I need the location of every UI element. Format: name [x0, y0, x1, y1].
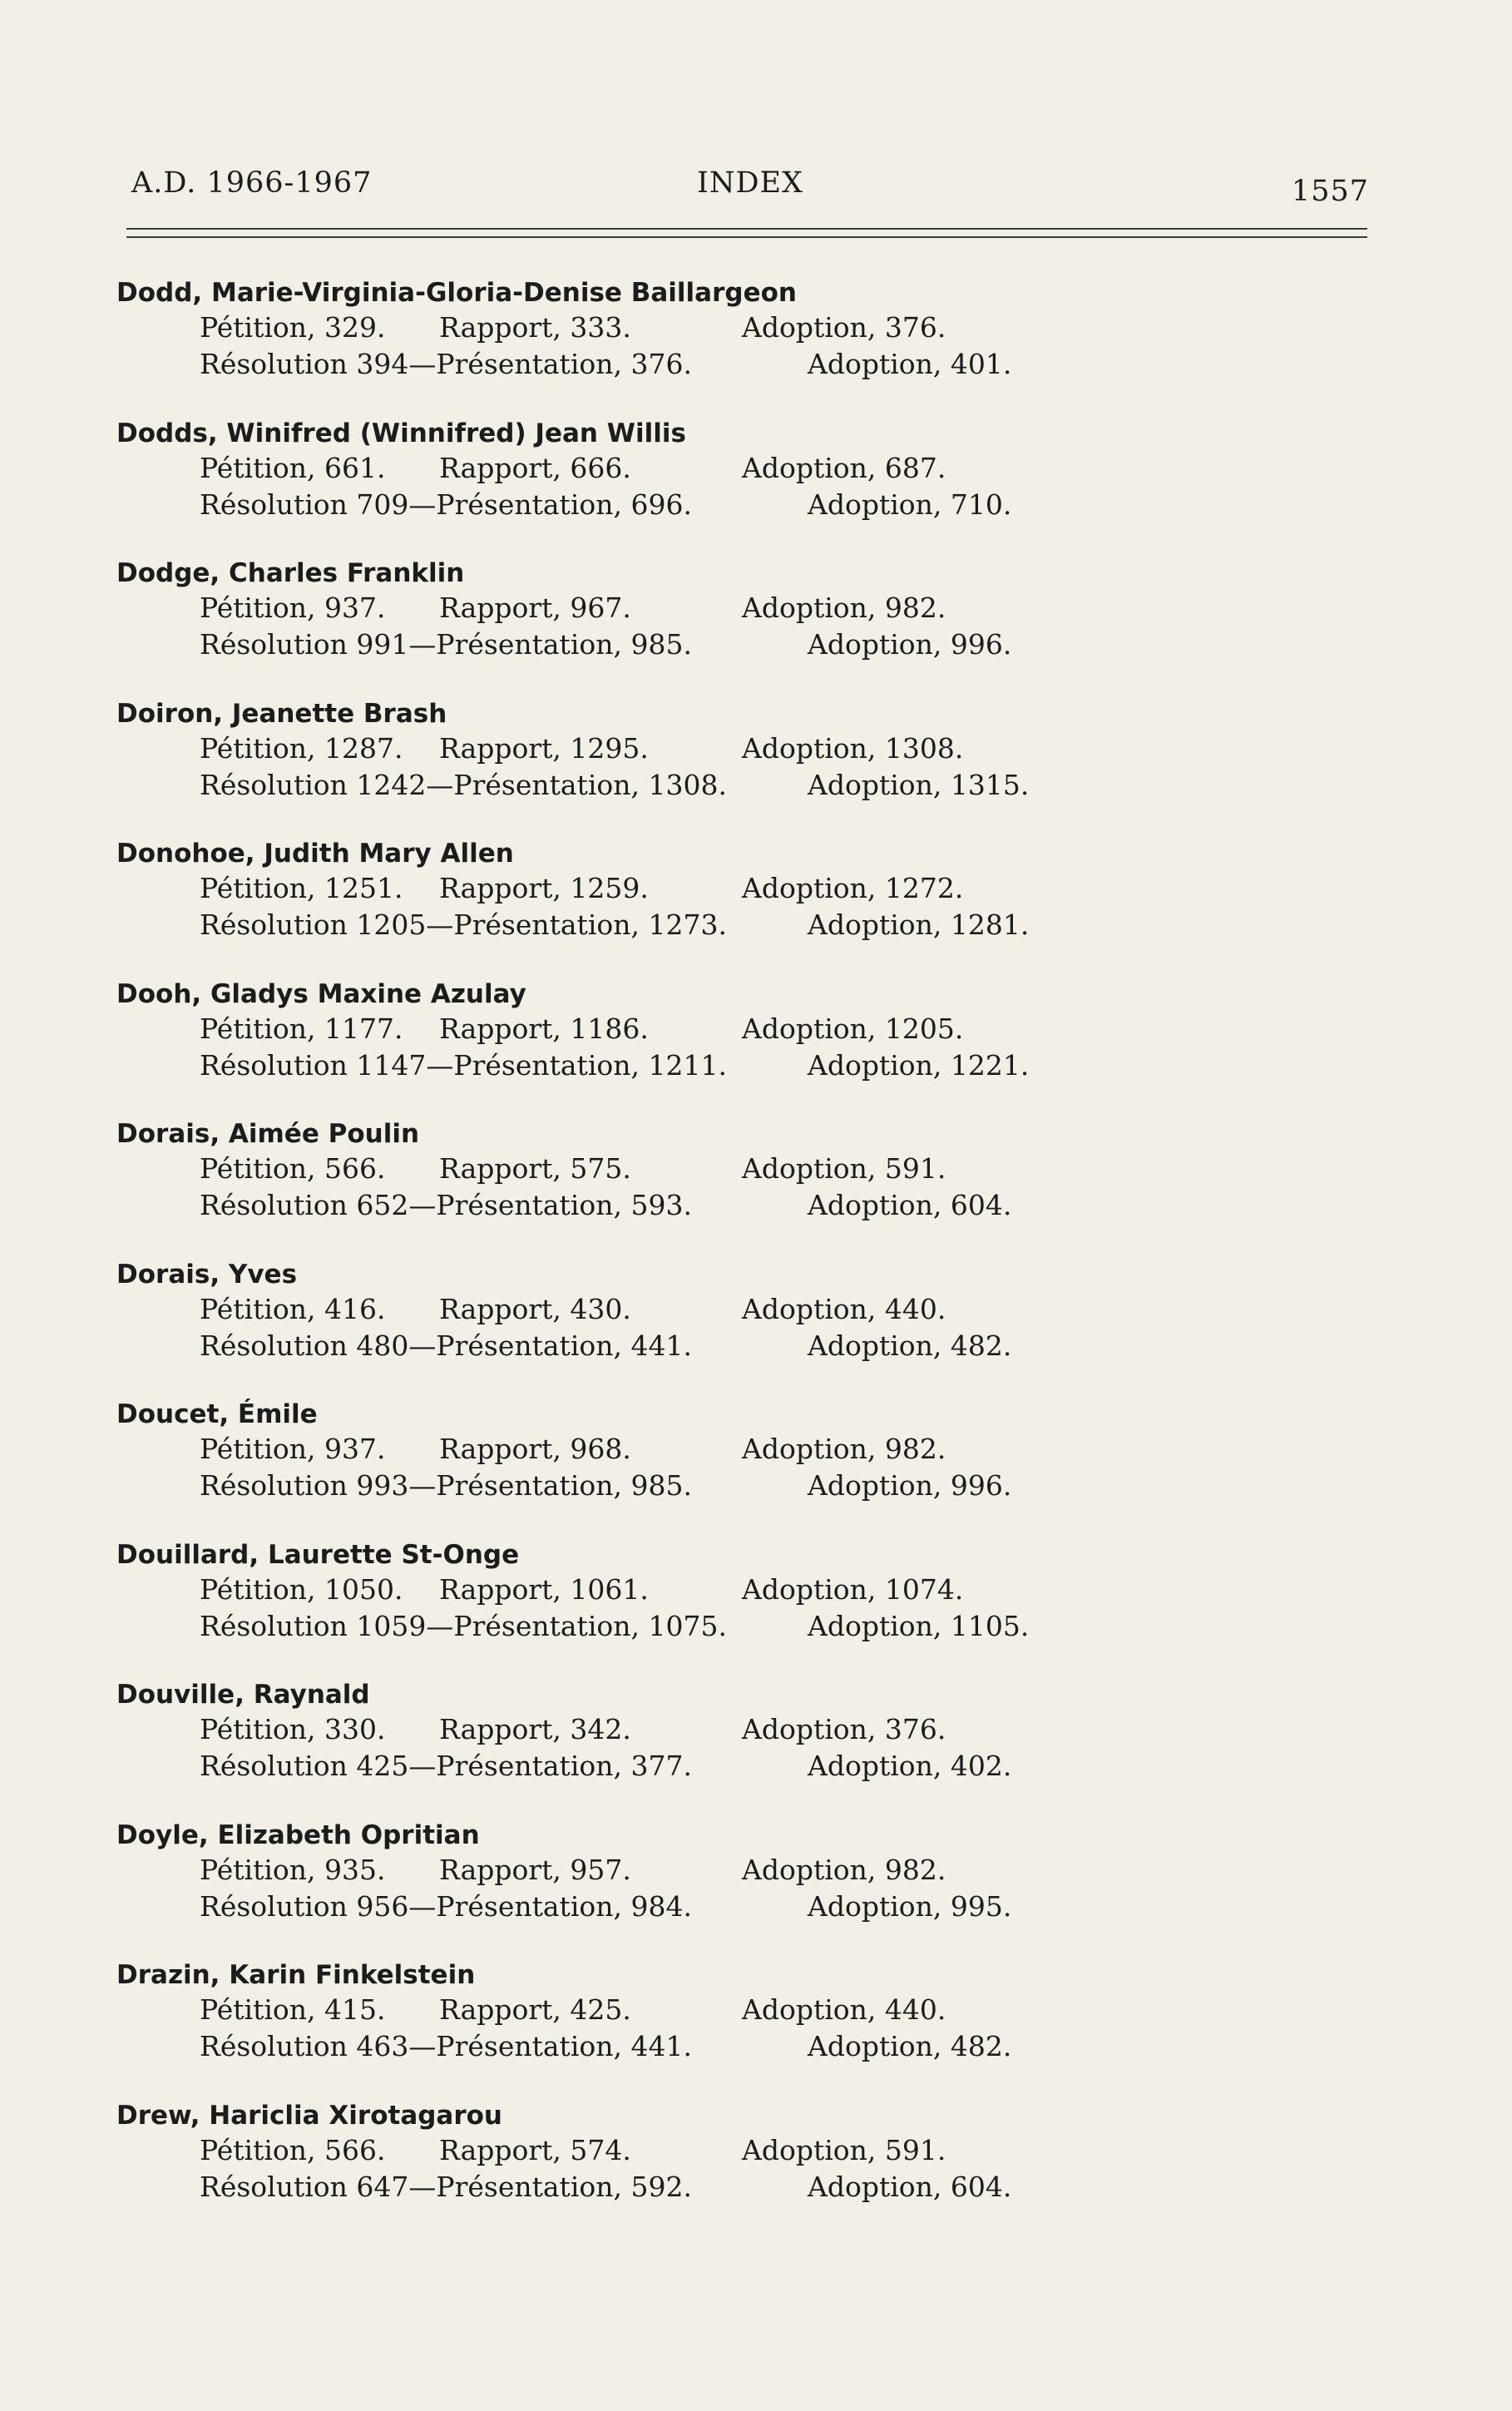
petition-ref: Pétition, 661.	[200, 451, 386, 484]
petition-ref: Pétition, 1177.	[200, 1012, 403, 1045]
adoption-ref: Adoption, 376.	[742, 311, 946, 344]
entry-name: Donohoe, Judith Mary Allen	[116, 839, 514, 869]
entry-name: Dodge, Charles Franklin	[116, 558, 465, 588]
index-entry	[116, 837, 1281, 978]
resolution-line	[116, 2169, 1281, 2206]
adoption-ref: Adoption, 982.	[742, 1433, 946, 1465]
petition-line	[116, 870, 1281, 907]
resolution-adoption-ref: Adoption, 1315.	[808, 768, 1030, 801]
resolution-adoption-ref: Adoption, 482.	[808, 2030, 1012, 2062]
adoption-ref: Adoption, 982.	[742, 1853, 946, 1886]
resolution-adoption-ref: Adoption, 1221.	[808, 1048, 1030, 1082]
rapport-ref: Rapport, 333.	[439, 311, 631, 344]
petition-ref: Pétition, 935.	[200, 1853, 386, 1886]
petition-line	[116, 1431, 1281, 1468]
adoption-ref: Adoption, 1272.	[742, 872, 964, 904]
index-entry	[116, 417, 1281, 557]
resolution-ref: Résolution 991—Présentation, 985.	[200, 628, 692, 661]
rapport-ref: Rapport, 967.	[439, 592, 631, 624]
header-rule-bottom	[126, 236, 1367, 238]
adoption-ref: Adoption, 982.	[742, 592, 946, 624]
rapport-ref: Rapport, 1061.	[439, 1572, 649, 1606]
resolution-ref: Résolution 480—Présentation, 441.	[200, 1329, 692, 1362]
petition-line	[116, 2132, 1281, 2169]
petition-ref: Pétition, 1251.	[200, 872, 403, 904]
resolution-adoption-ref: Adoption, 996.	[808, 628, 1012, 661]
rapport-ref: Rapport, 425.	[439, 1993, 631, 2026]
rapport-ref: Rapport, 968.	[439, 1433, 631, 1465]
index-entry	[116, 557, 1281, 697]
adoption-ref: Adoption, 591.	[742, 1152, 946, 1185]
resolution-line	[116, 2028, 1281, 2065]
petition-ref: Pétition, 1050.	[200, 1572, 403, 1606]
header-session-years: A.D. 1966-1967	[131, 166, 373, 200]
resolution-ref: Résolution 1059—Présentation, 1075.	[200, 1609, 727, 1642]
resolution-line	[116, 1047, 1281, 1084]
petition-ref: Pétition, 330.	[200, 1713, 386, 1745]
petition-ref: Pétition, 566.	[200, 1152, 386, 1185]
index-entry	[116, 2099, 1281, 2240]
entry-name: Doyle, Elizabeth Opritian	[116, 1819, 480, 1850]
entry-name: Dorais, Yves	[116, 1259, 298, 1290]
resolution-line	[116, 626, 1281, 663]
entry-name: Doucet, Émile	[116, 1399, 318, 1429]
adoption-ref: Adoption, 1205.	[742, 1012, 964, 1045]
entry-name: Douillard, Laurette St-Onge	[116, 1539, 520, 1570]
adoption-ref: Adoption, 1308.	[742, 731, 964, 765]
resolution-adoption-ref: Adoption, 604.	[808, 2170, 1012, 2203]
adoption-ref: Adoption, 1074.	[742, 1572, 964, 1606]
rapport-ref: Rapport, 957.	[439, 1853, 631, 1886]
rapport-ref: Rapport, 1295.	[439, 731, 649, 765]
resolution-adoption-ref: Adoption, 1105.	[808, 1609, 1030, 1642]
petition-line	[116, 1711, 1281, 1748]
entry-name: Drew, Hariclia Xirotagarou	[116, 2100, 503, 2131]
petition-ref: Pétition, 415.	[200, 1993, 386, 2026]
resolution-adoption-ref: Adoption, 482.	[808, 1329, 1012, 1362]
resolution-line	[116, 907, 1281, 943]
petition-line	[116, 1572, 1281, 1608]
rapport-ref: Rapport, 430.	[439, 1292, 631, 1325]
rapport-ref: Rapport, 575.	[439, 1152, 631, 1185]
resolution-ref: Résolution 652—Présentation, 593.	[200, 1189, 692, 1221]
entry-name: Douville, Raynald	[116, 1680, 370, 1710]
entry-name: Dodds, Winifred (Winnifred) Jean Willis	[116, 418, 686, 448]
petition-line	[116, 730, 1281, 767]
petition-ref: Pétition, 937.	[200, 592, 386, 624]
resolution-ref: Résolution 425—Présentation, 377.	[200, 1750, 692, 1782]
petition-line	[116, 1151, 1281, 1187]
resolution-adoption-ref: Adoption, 1281.	[808, 908, 1030, 941]
resolution-adoption-ref: Adoption, 401.	[808, 348, 1012, 380]
rapport-ref: Rapport, 574.	[439, 2133, 631, 2166]
index-entry	[116, 1117, 1281, 1258]
petition-line	[116, 1291, 1281, 1328]
petition-ref: Pétition, 1287.	[200, 731, 403, 765]
page-header	[131, 166, 1369, 216]
entry-name: Dorais, Aimée Poulin	[116, 1119, 420, 1149]
resolution-ref: Résolution 956—Présentation, 984.	[200, 1889, 692, 1923]
petition-ref: Pétition, 937.	[200, 1433, 386, 1465]
resolution-line	[116, 1328, 1281, 1364]
petition-ref: Pétition, 566.	[200, 2133, 386, 2166]
resolution-adoption-ref: Adoption, 604.	[808, 1189, 1012, 1221]
index-entry	[116, 1678, 1281, 1819]
petition-line	[116, 590, 1281, 626]
header-title: INDEX	[697, 166, 803, 200]
resolution-line	[116, 1889, 1281, 1925]
index-entry	[116, 1258, 1281, 1399]
resolution-ref: Résolution 1205—Présentation, 1273.	[200, 908, 727, 941]
entry-name: Doiron, Jeanette Brash	[116, 698, 447, 729]
resolution-ref: Résolution 463—Présentation, 441.	[200, 2030, 692, 2062]
resolution-ref: Résolution 1147—Présentation, 1211.	[200, 1048, 727, 1082]
adoption-ref: Adoption, 440.	[742, 1292, 946, 1325]
petition-line	[116, 1011, 1281, 1047]
resolution-ref: Résolution 1242—Présentation, 1308.	[200, 768, 727, 801]
index-entry	[116, 276, 1281, 417]
index-entry	[116, 1958, 1281, 2099]
rapport-ref: Rapport, 1259.	[439, 872, 649, 904]
resolution-line	[116, 346, 1281, 383]
resolution-ref: Résolution 709—Présentation, 696.	[200, 488, 692, 521]
resolution-ref: Résolution 394—Présentation, 376.	[200, 348, 692, 380]
petition-line	[116, 1852, 1281, 1889]
resolution-line	[116, 767, 1281, 804]
resolution-ref: Résolution 993—Présentation, 985.	[200, 1469, 692, 1502]
entry-name: Dodd, Marie-Virginia-Gloria-Denise Baillargeon	[116, 278, 797, 308]
resolution-adoption-ref: Adoption, 995.	[808, 1889, 1012, 1923]
resolution-line	[116, 1608, 1281, 1645]
entry-name: Dooh, Gladys Maxine Azulay	[116, 978, 526, 1009]
petition-ref: Pétition, 416.	[200, 1292, 386, 1325]
header-rule-top	[126, 228, 1367, 230]
index-entry	[116, 978, 1281, 1118]
page-number: 1557	[1291, 175, 1369, 208]
rapport-ref: Rapport, 666.	[439, 451, 631, 484]
adoption-ref: Adoption, 376.	[742, 1713, 946, 1745]
resolution-adoption-ref: Adoption, 710.	[808, 488, 1012, 521]
petition-line	[116, 1992, 1281, 2028]
petition-line	[116, 450, 1281, 487]
adoption-ref: Adoption, 591.	[742, 2133, 946, 2166]
index-entries	[116, 276, 1281, 2239]
index-entry	[116, 1538, 1281, 1679]
petition-ref: Pétition, 329.	[200, 311, 386, 344]
resolution-line	[116, 1748, 1281, 1785]
index-entry	[116, 1398, 1281, 1538]
adoption-ref: Adoption, 440.	[742, 1993, 946, 2026]
petition-line	[116, 309, 1281, 346]
entry-name: Drazin, Karin Finkelstein	[116, 1960, 476, 1990]
rapport-ref: Rapport, 342.	[439, 1713, 631, 1745]
resolution-ref: Résolution 647—Présentation, 592.	[200, 2170, 692, 2203]
index-entry	[116, 697, 1281, 838]
adoption-ref: Adoption, 687.	[742, 451, 946, 484]
resolution-line	[116, 1187, 1281, 1224]
resolution-line	[116, 487, 1281, 523]
resolution-adoption-ref: Adoption, 402.	[808, 1750, 1012, 1782]
resolution-line	[116, 1468, 1281, 1504]
rapport-ref: Rapport, 1186.	[439, 1012, 649, 1045]
index-entry	[116, 1819, 1281, 1959]
resolution-adoption-ref: Adoption, 996.	[808, 1469, 1012, 1502]
